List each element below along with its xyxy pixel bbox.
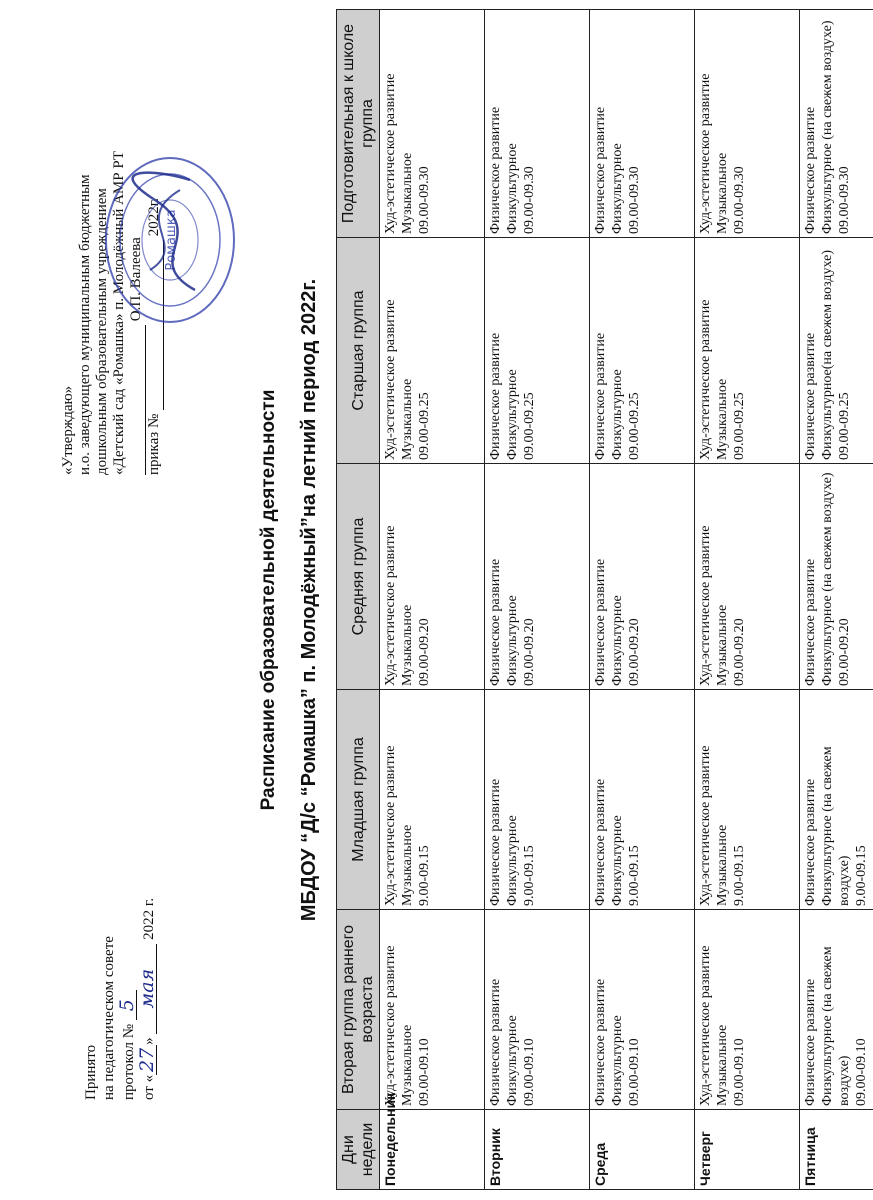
schedule-table [336,9,873,1190]
cell-area: Худ-эстетическое развитие [698,525,713,686]
cell-time: 9.00-09.15 [854,845,869,906]
date-day: 27 [138,1045,157,1075]
cell-activity: Музыкальное [715,1024,730,1106]
cell-time: 09.00-09.10 [627,1038,642,1106]
cell-time: 09.00-09.30 [732,166,747,234]
schedule-subtitle: МБДОУ “Д/с “Ромашка” п. Молодёжный”на летний период 2022г. [298,278,320,922]
schedule-cell [800,910,873,1110]
schedule-cell [485,10,590,238]
cell-area: Физическое развитие [593,978,608,1106]
cell-area: Физическое развитие [488,558,503,686]
cell-time: 09.00-09.10 [732,1038,747,1106]
schedule-cell [485,464,590,690]
schedule-cell [380,464,485,690]
cell-time: 09.00-09.30 [627,166,642,234]
protocol-label: протокол № [121,1023,137,1100]
cell-area: Физическое развитие [488,332,503,460]
cell-time: 09.00-09.25 [627,392,642,460]
cell-area: Худ-эстетическое развитие [383,73,398,234]
schedule-cell [485,690,590,910]
cell-activity: Музыкальное [400,824,415,906]
schedule-cell [485,910,590,1110]
table-row [800,10,873,1190]
cell-activity: Музыкальное [400,152,415,234]
table-header-row [337,10,380,1190]
cell-activity: Музыкальное [715,604,730,686]
day-cell: Четверг [695,1110,800,1190]
schedule-cell [380,910,485,1110]
cell-activity: Физкультурное(на свежем воздухе) [820,249,835,460]
table-row [695,10,800,1190]
cell-activity: Физкультурное [610,595,625,686]
cell-activity: Физкультурное [505,815,520,906]
cell-time: 09.00-09.30 [522,166,537,234]
cell-time: 09.00-09.10 [417,1038,432,1106]
header-group-early: Вторая группа раннего возраста [337,910,380,1110]
signature-line [128,325,146,475]
header-group-junior: Младшая группа [337,690,380,910]
day-cell: Понедельник [380,1110,485,1190]
cell-activity: Физкультурное [505,143,520,234]
cell-time: 09.00-09.30 [417,166,432,234]
cell-area: Физическое развитие [593,106,608,234]
cell-activity: Физкультурное (на свежем воздухе) [820,472,835,686]
approved-line5 [128,5,146,475]
schedule-cell [800,10,873,238]
schedule-title: Расписание образовательной деятельности [258,389,279,811]
cell-activity: Физкультурное (на свежем воздухе) [820,20,835,234]
cell-activity: Музыкальное [715,152,730,234]
date-mid: » [141,1037,157,1045]
accepted-line2: на педагогическом совете [101,936,117,1100]
cell-area: Физическое развитие [593,778,608,906]
schedule-cell [695,238,800,464]
cell-time: 09.00-09.25 [522,392,537,460]
cell-activity: Физкультурное (на свежем воздухе) [820,746,852,906]
cell-activity: Музыкальное [400,1024,415,1106]
cell-activity: Музыкальное [715,824,730,906]
cell-area: Худ-эстетическое развитие [383,525,398,686]
cell-activity: Музыкальное [400,604,415,686]
day-cell: Вторник [485,1110,590,1190]
header-group-senior: Старшая группа [337,238,380,464]
cell-time: 9.00-09.15 [732,845,747,906]
schedule-cell [800,690,873,910]
table-row [485,10,590,1190]
cell-time: 09.00-09.30 [837,166,852,234]
order-year: 2022г. [146,198,162,237]
schedule-cell [380,238,485,464]
cell-activity: Физкультурное [610,369,625,460]
schedule-cell [695,910,800,1110]
approved-line3: дошкольным образовательным учреждением [94,188,110,475]
approved-line6 [146,5,164,475]
cell-time: 09.00-09.10 [522,1038,537,1106]
approved-line1: «Утверждаю» [60,385,76,475]
date-month: мая [138,944,157,1034]
cell-area: Худ-эстетическое развитие [383,945,398,1106]
schedule-cell [800,238,873,464]
header-group-middle: Средняя группа [337,464,380,690]
cell-activity: Музыкальное [715,378,730,460]
day-cell: Пятница [800,1110,873,1190]
approved-block [60,5,164,475]
cell-area: Физическое развитие [593,558,608,686]
cell-activity: Физкультурное (на свежем воздухе) [820,946,852,1106]
cell-area: Худ-эстетическое развитие [698,299,713,460]
cell-time: 09.00-09.25 [417,392,432,460]
table-row [380,10,485,1190]
cell-activity: Физкультурное [505,595,520,686]
schedule-cell [800,464,873,690]
cell-area: Физическое развитие [803,778,818,906]
cell-time: 9.00-09.15 [627,845,642,906]
order-label: приказ № [146,413,162,475]
accepted-block [82,898,158,1100]
protocol-line [118,898,138,1100]
schedule-cell [590,464,695,690]
cell-time: 09.00-09.10 [854,1038,869,1106]
cell-activity: Физкультурное [610,1015,625,1106]
cell-area: Физическое развитие [803,558,818,686]
header-group-prep: Подготовительная к школе группа [337,10,380,238]
cell-activity: Музыкальное [400,378,415,460]
cell-area: Физическое развитие [593,332,608,460]
cell-time: 09.00-09.25 [837,392,852,460]
schedule-cell [695,10,800,238]
schedule-cell [590,238,695,464]
cell-time: 09.00-09.20 [417,618,432,686]
cell-time: 9.00-09.15 [522,845,537,906]
cell-activity: Физкультурное [505,1015,520,1106]
schedule-cell [590,690,695,910]
cell-time: 09.00-09.20 [732,618,747,686]
cell-area: Худ-эстетическое развитие [383,299,398,460]
header-days: Дни недели [337,1110,380,1190]
table-row [590,10,695,1190]
cell-area: Физическое развитие [488,978,503,1106]
director-name: О.П. Валеева [128,237,144,322]
cell-area: Физическое развитие [803,106,818,234]
cell-activity: Физкультурное [610,815,625,906]
schedule-cell [380,690,485,910]
schedule-cell [485,238,590,464]
cell-area: Физическое развитие [803,332,818,460]
cell-area: Физическое развитие [488,778,503,906]
approved-line4: «Детский сад «Ромашка» п. Молодёжный АМР РТ [111,150,127,475]
cell-area: Физическое развитие [488,106,503,234]
approved-line2: и.о. заведующего муниципальным бюджетным [77,174,93,475]
date-year: 2022 г. [141,897,157,940]
cell-time: 09.00-09.25 [732,392,747,460]
order-number-blank [146,240,164,410]
accepted-date-line [138,898,158,1100]
cell-area: Худ-эстетическое развитие [698,745,713,906]
cell-area: Физическое развитие [803,978,818,1106]
cell-area: Худ-эстетическое развитие [698,945,713,1106]
date-prefix: от « [141,1074,157,1100]
cell-area: Худ-эстетическое развитие [383,745,398,906]
cell-time: 09.00-09.20 [627,618,642,686]
schedule-cell [695,464,800,690]
cell-time: 09.00-09.20 [522,618,537,686]
schedule-cell [695,690,800,910]
cell-time: 09.00-09.20 [837,618,852,686]
day-cell: Среда [590,1110,695,1190]
cell-time: 9.00-09.15 [417,845,432,906]
schedule-cell [590,10,695,238]
stamp-text: Ромашка [164,209,179,271]
schedule-cell [380,10,485,238]
cell-activity: Физкультурное [610,143,625,234]
cell-area: Худ-эстетическое развитие [698,73,713,234]
protocol-number: 5 [118,990,137,1020]
schedule-cell [590,910,695,1110]
cell-activity: Физкультурное [505,369,520,460]
accepted-line1: Принято [83,1044,99,1100]
